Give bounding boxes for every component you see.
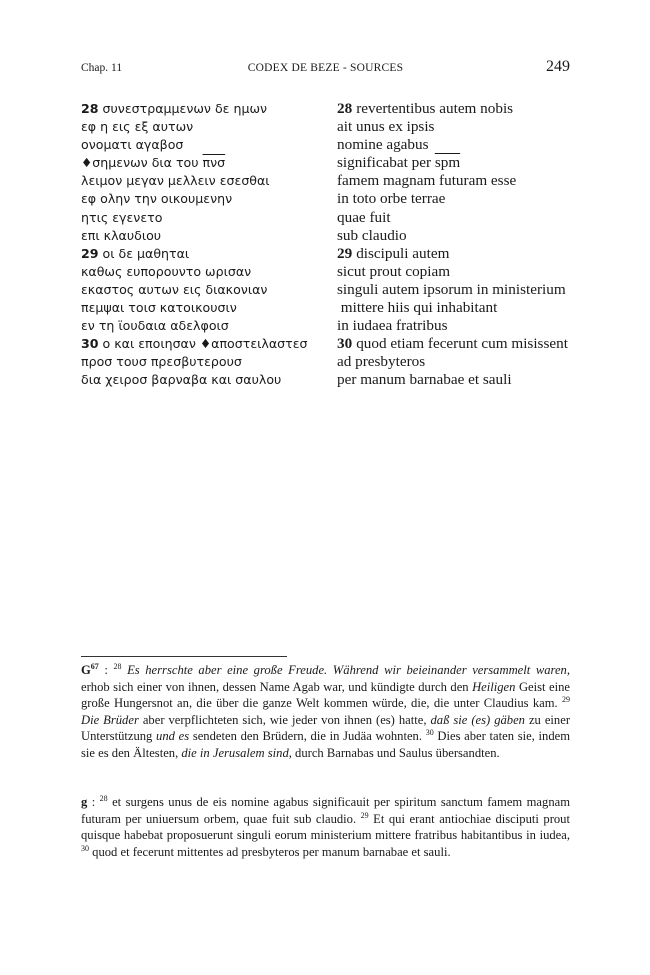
verse-number: 28 — [99, 793, 108, 803]
line-text: ait unus ex ipsis — [337, 118, 435, 136]
greek-line — [81, 227, 331, 245]
latin-line — [337, 190, 577, 208]
latin-line — [337, 281, 577, 299]
verse-number: 30 — [81, 336, 99, 352]
latin-line — [337, 227, 577, 245]
greek-line — [81, 154, 331, 172]
line-text: δια χειροσ βαρναβα και σαυλου — [81, 372, 282, 388]
latin-line — [337, 371, 577, 389]
latin-text-column — [337, 100, 577, 390]
line-text: nomine agabus — [337, 136, 429, 154]
greek-line — [81, 100, 331, 118]
line-text: quod etiam fecerunt cum misissent — [356, 335, 568, 353]
chapter-label: Chap. 11 — [81, 62, 123, 74]
line-text: sicut prout copiam — [337, 262, 451, 280]
latin-line — [337, 118, 577, 136]
line-text: per manum barnabae et sauli — [337, 371, 512, 389]
footnote-siglum: g — [81, 795, 88, 809]
line-text: ad presbyteros — [337, 353, 426, 371]
latin-line — [337, 317, 577, 335]
line-text: ονοματι αγαβοσ — [81, 137, 184, 153]
verse-number: 30 — [81, 843, 89, 853]
greek-line — [81, 190, 331, 208]
verse-number: 28 — [337, 100, 353, 117]
running-head — [81, 58, 570, 80]
verse-number: 29 — [81, 245, 99, 261]
greek-line — [81, 245, 331, 263]
greek-line — [81, 118, 331, 136]
line-text: επι κλαυδιου — [81, 227, 162, 243]
greek-line — [81, 281, 331, 299]
footnote-siglum: $G^{67}$ — [81, 661, 99, 677]
line-text: discipuli autem — [356, 244, 450, 262]
line-text: mittere hiis qui inhabitant — [337, 299, 498, 317]
latin-line — [337, 245, 577, 263]
line-text: revertentibus autem nobis — [356, 100, 514, 117]
line-text: πεμψαι τοισ κατοικουσιν — [81, 300, 237, 316]
line-text: famem magnam futuram esse — [337, 172, 517, 190]
latin-line — [337, 100, 577, 118]
latin-line — [337, 154, 577, 172]
line-text: quae fuit — [337, 208, 391, 226]
line-text: εν τη ϊουδαια αδελφοισ — [81, 318, 229, 334]
verse-number: 28 — [113, 661, 122, 671]
footnote-latin: g : $^{28}$ et surgens unus de eis nomine agabus significauit per spiritum sanctum famem magnam futuram per uniuersum orbem, quae fuit sub claudio. $^{29}$ Et qui erant antiochiae disciputi prout quisque habebat proposuerunt singuli eorum ministerium mittere fratribus habitantibus in iudea, $^{30}$ quod et fecerunt mittentes ad presbyteros per manum barnabae et sauli. — [81, 793, 570, 859]
greek-line — [81, 299, 331, 317]
line-text: ητις εγενετο — [81, 209, 163, 225]
verse-number: 29 — [337, 244, 353, 262]
page-number: 249 — [546, 58, 570, 75]
line-text: εκαστος αυτων εις διακονιαν — [81, 281, 268, 297]
greek-line — [81, 317, 331, 335]
greek-line — [81, 209, 331, 227]
line-text: λειμον μεγαν μελλειν εσεσθαι — [81, 173, 270, 189]
line-text: καθως ευπορουντο ωρισαν — [81, 263, 252, 279]
line-text: εφ ολην την οικουμενην — [81, 191, 233, 207]
book-title: CODEX DE BEZE - SOURCES — [247, 62, 404, 74]
greek-line — [81, 335, 331, 353]
line-text: ο και εποιησαν ♦αποστειλαστεσ — [102, 336, 308, 352]
latin-line — [337, 136, 577, 154]
latin-line — [337, 172, 577, 190]
nomen-sacrum: $\overline{spm}$ — [434, 154, 461, 172]
latin-line — [337, 299, 577, 317]
verse-number: 30 — [425, 728, 434, 738]
greek-line — [81, 371, 331, 389]
line-text: ♦σημενων δια του — [81, 155, 203, 171]
greek-line — [81, 263, 331, 281]
line-text: συνεστραμμενων δε ημων — [102, 101, 268, 116]
nomen-sacrum: $\overline{\pi\nu\sigma}$ — [202, 155, 226, 171]
line-text: in toto orbe terrae — [337, 190, 446, 208]
line-text: singuli autem ipsorum in ministerium — [337, 280, 566, 298]
latin-line — [337, 209, 577, 227]
line-text: οι δε μαθηται — [102, 245, 190, 261]
line-text: significabat per — [337, 154, 435, 172]
verse-number: 30 — [337, 335, 353, 353]
verse-number: 29 — [562, 695, 570, 704]
line-text: προσ τουσ πρεσβυτερουσ — [81, 354, 242, 370]
line-text: in iudaea fratribus — [337, 317, 448, 335]
greek-line — [81, 136, 331, 154]
latin-line — [337, 335, 577, 353]
line-text: sub claudio — [337, 226, 407, 244]
verse-number: 29 — [360, 810, 369, 820]
latin-line — [337, 263, 577, 281]
greek-text-column — [81, 100, 331, 390]
greek-line — [81, 353, 331, 371]
verse-number: 28 — [81, 101, 99, 116]
footnote-german: $G^{67}$ : $^{28}$ Es herrschte aber eine große Freude. Während wir beieinander versammelt waren, erhob sich einer von ihnen, dessen Name Agab war, und kündigte durch den Heiligen Geist eine große Hungersnot an, die über die ganze Welt kommen würde, die, die unter Claudius kam. $^{29}$ Die Brüder aber verpflichteten sich, wie jeder von ihnen (es) hatte, daß sie (es) gäben zu einer Unterstützung und es sendeten den Brüdern, die in Judäa wohnten. $^{30}$ Dies aber taten sie, indem sie es den Ältesten, die in Jerusalem sind, durch Barnabas und Saulus übersandten. — [81, 661, 571, 760]
footnote-separator — [81, 656, 287, 657]
line-text: εφ η εις εξ αυτων — [81, 119, 194, 135]
greek-line — [81, 172, 331, 190]
latin-line — [337, 353, 577, 371]
